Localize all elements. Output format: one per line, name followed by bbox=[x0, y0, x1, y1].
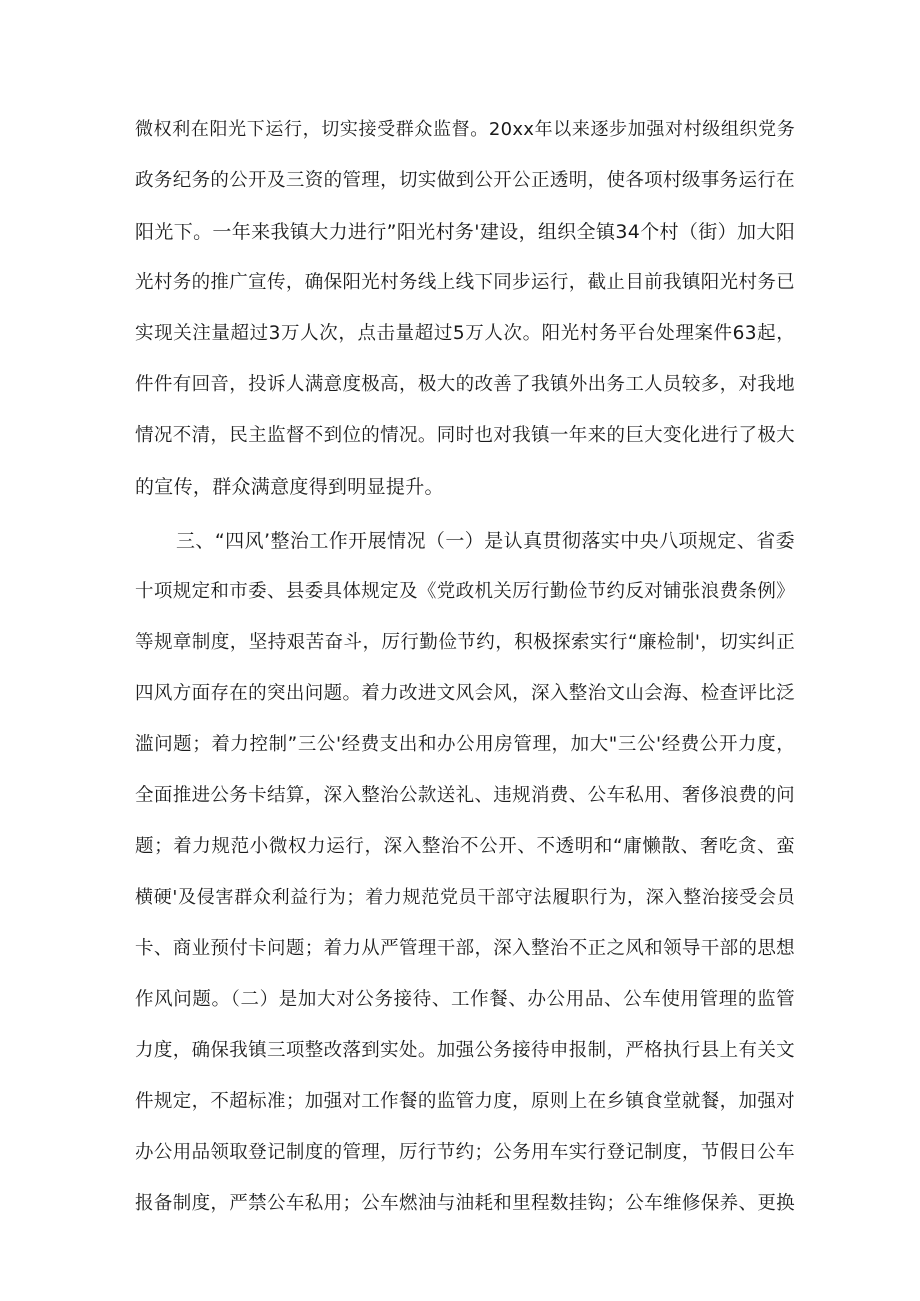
section-heading-line: 三、“四风’整治工作开展情况（一）是认真贯彻落实中央八项规定、省委 bbox=[176, 530, 795, 552]
paragraph-line: 的宣传，群众满意度得到明显提升。 bbox=[135, 476, 444, 498]
paragraph-line: 情况不清，民主监督不到位的情况。同时也对我镇一年来的巨大变化进行了极大 bbox=[135, 425, 795, 446]
paragraph-line: 四风方面存在的突出问题。着力改进文风会风，深入整治文山会海、检查评比泛 bbox=[135, 683, 795, 704]
paragraph-line: 横硬'及侵害群众利益行为；着力规范党员干部守法履职行为，深入整治接受会员 bbox=[135, 887, 795, 908]
paragraph-line: 光村务的推广宣传，确保阳光村务线上线下同步运行，截止目前我镇阳光村务已 bbox=[135, 272, 795, 293]
paragraph-line: 全面推进公务卡结算，深入整治公款送礼、违规消费、公车私用、奢侈浪费的问 bbox=[135, 785, 795, 806]
paragraph-line: 卡、商业预付卡问题；着力从严管理干部，深入整治不正之风和领导干部的思想 bbox=[135, 938, 795, 959]
paragraph-line: 阳光下。一年来我镇大力进行”阳光村务'建设，组织全镇34个村（街）加大阳 bbox=[135, 221, 795, 243]
paragraph-line: 等规章制度，坚持艰苦奋斗，厉行勤俭节约，积极探索实行“廉检制'，切实纠正 bbox=[135, 632, 795, 653]
paragraph-line: 力度，确保我镇三项整改落到实处。加强公务接待申报制，严格执行县上有关文 bbox=[135, 1040, 795, 1061]
paragraph-line: 滥问题；着力控制”三公'经费支出和办公用房管理，加大"三公'经费公开力度， bbox=[135, 734, 795, 755]
paragraph-line: 十项规定和市委、县委具体规定及《党政机关厉行勤俭节约反对铺张浪费条例》 bbox=[135, 581, 795, 602]
paragraph-line: 件规定，不超标准；加强对工作餐的监管力度，原则上在乡镇食堂就餐，加强对 bbox=[135, 1091, 795, 1112]
paragraph-line: 作风问题。（二）是加大对公务接待、工作餐、办公用品、公车使用管理的监管 bbox=[135, 989, 795, 1010]
paragraph-line: 办公用品领取登记制度的管理，厉行节约；公务用车实行登记制度，节假日公车 bbox=[135, 1142, 795, 1163]
paragraph-line: 题；着力规范小微权力运行，深入整治不公开、不透明和“庸懒散、奢吃贪、蛮 bbox=[135, 836, 795, 857]
paragraph-line: 微权利在阳光下运行，切实接受群众监督。20xx年以来逐步加强对村级组织党务 bbox=[135, 119, 795, 140]
paragraph-line: 报备制度，严禁公车私用；公车燃油与油耗和里程数挂钩；公车维修保养、更换 bbox=[135, 1193, 795, 1214]
paragraph-line: 政务纪务的公开及三资的管理，切实做到公开公正透明，使各项村级事务运行在 bbox=[135, 170, 795, 191]
paragraph-line: 实现关注量超过3万人次，点击量超过5万人次。阳光村务平台处理案件63起， bbox=[135, 323, 795, 344]
paragraph-line: 件件有回音，投诉人满意度极高，极大的改善了我镇外出务工人员较多，对我地 bbox=[135, 374, 795, 395]
